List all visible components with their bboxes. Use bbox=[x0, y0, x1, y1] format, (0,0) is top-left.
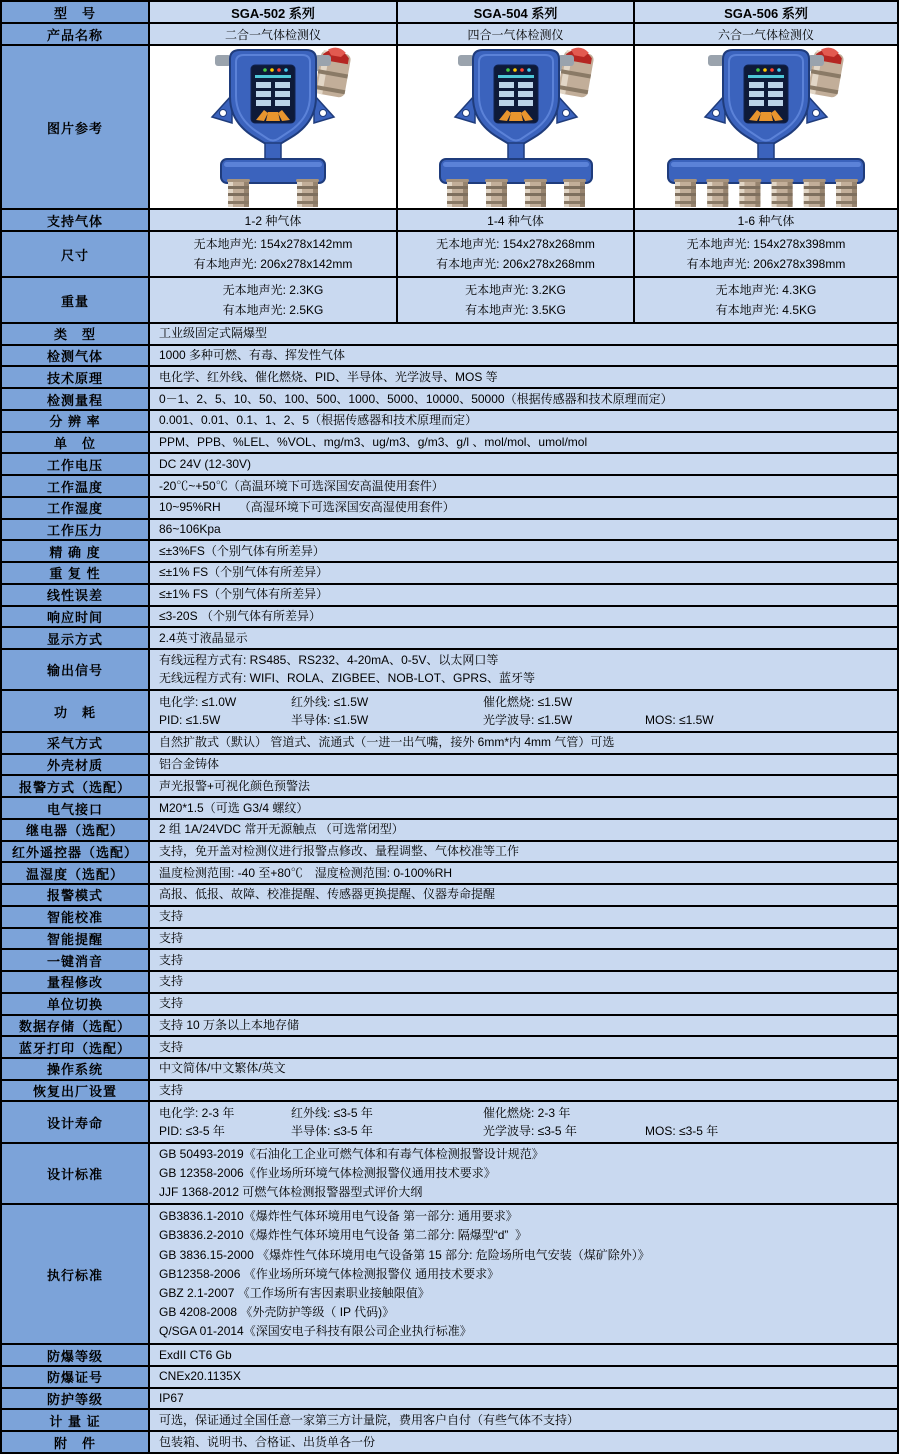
mounting-ear-left bbox=[212, 95, 232, 123]
spec-label: 线性误差 bbox=[2, 585, 150, 605]
spec-segment: 半导体: ≤3-5 年 bbox=[291, 1123, 373, 1138]
spec-label: 智能提醒 bbox=[2, 929, 150, 949]
spec-segment: MOS: ≤1.5W bbox=[645, 712, 714, 727]
spec-row-40 bbox=[2, 1410, 897, 1432]
row-label-gases: 支持气体 bbox=[2, 210, 150, 232]
spec-label: 分 辨 率 bbox=[2, 411, 150, 431]
product-image-cell-0 bbox=[150, 46, 398, 210]
spec-segment: 红外线: ≤3-5 年 bbox=[291, 1105, 373, 1120]
spec-value bbox=[150, 433, 897, 453]
spec-label: 防爆等级 bbox=[2, 1345, 150, 1365]
spec-label: 重 复 性 bbox=[2, 563, 150, 583]
spec-row-20 bbox=[2, 798, 897, 820]
mounting-ear-left bbox=[455, 95, 475, 123]
weight-line: 有本地声光: 4.5KG bbox=[715, 302, 817, 317]
spec-label: 蓝牙打印（选配） bbox=[2, 1037, 150, 1057]
spec-label: 工作湿度 bbox=[2, 498, 150, 518]
spec-label: 附 件 bbox=[2, 1432, 150, 1452]
spec-line: 有线远程方式有: RS485、RS232、4-20mA、0-5V、以太网口等 bbox=[159, 653, 499, 668]
spec-row-9 bbox=[2, 520, 897, 542]
spec-label: 量程修改 bbox=[2, 972, 150, 992]
spec-value bbox=[150, 994, 897, 1014]
row-label-weight: 重量 bbox=[2, 278, 150, 324]
spec-label: 设计寿命 bbox=[2, 1102, 150, 1141]
mounting-ear-right bbox=[314, 95, 334, 123]
dimensions-0 bbox=[150, 232, 398, 278]
gas-detector-graphic bbox=[403, 46, 629, 210]
spec-row-7 bbox=[2, 476, 897, 498]
spec-row-27 bbox=[2, 950, 897, 972]
spec-value bbox=[150, 863, 897, 883]
spec-row-15 bbox=[2, 650, 897, 691]
spec-label: 电气接口 bbox=[2, 798, 150, 818]
spec-line: M20*1.5（可选 G3/4 螺纹） bbox=[159, 800, 309, 815]
spec-line: IP67 bbox=[159, 1391, 184, 1406]
spec-value bbox=[150, 972, 897, 992]
spec-line: 86~106Kpa bbox=[159, 521, 221, 536]
dimension-line: 有本地声光: 206x278x142mm bbox=[193, 256, 353, 271]
spec-label: 继电器（选配） bbox=[2, 820, 150, 840]
spec-line: 自然扩散式（默认） 管道式、流通式（一进一出气嘴，接外 6mm*内 4mm 气管）可选 bbox=[159, 735, 615, 750]
spec-segment: MOS: ≤3-5 年 bbox=[645, 1123, 719, 1138]
product-image-cell-1 bbox=[398, 46, 635, 210]
dimension-line: 有本地声光: 206x278x398mm bbox=[686, 256, 846, 271]
spec-label: 报警模式 bbox=[2, 885, 150, 905]
spec-label: 检测量程 bbox=[2, 389, 150, 409]
spec-segment: 红外线: ≤1.5W bbox=[291, 694, 369, 709]
spec-value bbox=[150, 324, 897, 344]
spec-label: 类 型 bbox=[2, 324, 150, 344]
weight-0 bbox=[150, 278, 398, 324]
spec-label: 外壳材质 bbox=[2, 755, 150, 775]
spec-label: 一键消音 bbox=[2, 950, 150, 970]
spec-line: 无线远程方式有: WIFI、ROLA、ZIGBEE、NOB-LOT、GPRS、蓝牙等 bbox=[159, 671, 536, 686]
gases-0: 1-2 种气体 bbox=[150, 210, 398, 232]
spec-value bbox=[150, 842, 897, 862]
weight-line: 无本地声光: 2.3KG bbox=[222, 283, 324, 298]
sensor-cylinder bbox=[227, 179, 250, 207]
spec-segment: 电化学: 2-3 年 bbox=[159, 1105, 235, 1120]
spec-label: 报警方式（选配） bbox=[2, 776, 150, 796]
spec-line: 支持 bbox=[159, 952, 184, 967]
spec-segment: 催化燃烧: ≤1.5W bbox=[483, 694, 573, 709]
dimension-line: 无本地声光: 154x278x142mm bbox=[193, 237, 353, 252]
spec-value bbox=[150, 607, 897, 627]
spec-line: 1000 多种可燃、有毒、挥发性气体 bbox=[159, 348, 346, 363]
spec-line: GBZ 2.1-2007 《工作场所有害因素职业接触限值》 bbox=[159, 1285, 430, 1300]
spec-label: 工作压力 bbox=[2, 520, 150, 540]
spec-line: ≤3-20S （个别气体有所差异） bbox=[159, 608, 321, 623]
spec-line: 2 组 1A/24VDC 常开无源触点 （可选常闭型） bbox=[159, 822, 404, 837]
spec-row-6 bbox=[2, 454, 897, 476]
spec-line: ≤±1% FS（个别气体有所差异） bbox=[159, 565, 329, 580]
product-name-0: 二合一气体检测仪 bbox=[150, 24, 398, 46]
spec-value bbox=[150, 1081, 897, 1101]
spec-line: CNEx20.1135X bbox=[159, 1369, 241, 1384]
spec-segment: 光学波导: ≤3-5 年 bbox=[483, 1123, 577, 1138]
spec-label: 防爆证号 bbox=[2, 1367, 150, 1387]
spec-line: 支持 bbox=[159, 1083, 184, 1098]
gas-detector-image-4-sensor bbox=[398, 46, 633, 208]
spec-line: 支持 bbox=[159, 930, 184, 945]
sensor-cylinder bbox=[296, 179, 319, 207]
spec-value bbox=[150, 1016, 897, 1036]
product-name-2: 六合一气体检测仪 bbox=[635, 24, 897, 46]
dimension-line: 无本地声光: 154x278x398mm bbox=[686, 237, 846, 252]
spec-value bbox=[150, 1432, 897, 1452]
spec-row-38 bbox=[2, 1367, 897, 1389]
sensor-cylinder bbox=[674, 179, 697, 207]
spec-line: 支持，免开盖对检测仪进行报警点修改、量程调整、气体校准等工作 bbox=[159, 843, 520, 858]
sensor-cylinder bbox=[485, 179, 508, 207]
spec-label: 操作系统 bbox=[2, 1059, 150, 1079]
spec-row-14 bbox=[2, 628, 897, 650]
weight-line: 有本地声光: 3.5KG bbox=[465, 302, 566, 317]
spec-label: 采气方式 bbox=[2, 733, 150, 753]
spec-line: 0－1、2、5、10、50、100、500、1000、5000、10000、50000（根据传感器和技术原理而定） bbox=[159, 391, 673, 406]
gases-2: 1-6 种气体 bbox=[635, 210, 897, 232]
gas-detector-graphic bbox=[653, 46, 879, 210]
spec-row-35 bbox=[2, 1144, 897, 1205]
spec-row-34 bbox=[2, 1102, 897, 1143]
spec-label: 恢复出厂设置 bbox=[2, 1081, 150, 1101]
spec-value bbox=[150, 628, 897, 648]
spec-row-30 bbox=[2, 1016, 897, 1038]
spec-segment: 电化学: ≤1.0W bbox=[159, 694, 237, 709]
side-bolt-left bbox=[458, 55, 474, 66]
spec-line: -20℃~+50℃（高温环境下可选深国安高温使用套件） bbox=[159, 478, 444, 493]
spec-row-33 bbox=[2, 1081, 897, 1103]
dimensions-2 bbox=[635, 232, 897, 278]
spec-line: ≤±1% FS（个别气体有所差异） bbox=[159, 587, 329, 602]
spec-line: 铝合金铸体 bbox=[159, 757, 220, 772]
spec-value bbox=[150, 1410, 897, 1430]
spec-line: 支持 bbox=[159, 909, 184, 924]
spec-row-36 bbox=[2, 1205, 897, 1345]
spec-label: 单位切换 bbox=[2, 994, 150, 1014]
spec-row-5 bbox=[2, 433, 897, 455]
model-name-sga-504: SGA-504 系列 bbox=[398, 2, 635, 24]
spec-value bbox=[150, 885, 897, 905]
spec-label: 显示方式 bbox=[2, 628, 150, 648]
spec-rows-section bbox=[2, 324, 897, 1452]
spec-line: 声光报警+可视化颜色预警法 bbox=[159, 778, 311, 793]
spec-row-3 bbox=[2, 389, 897, 411]
spec-line: 温度检测范围: -40 至+80℃ 湿度检测范围: 0-100%RH bbox=[159, 865, 453, 880]
sensor-cylinder bbox=[524, 179, 547, 207]
spec-label: 红外遥控器（选配） bbox=[2, 842, 150, 862]
spec-label: 计 量 证 bbox=[2, 1410, 150, 1430]
spec-value bbox=[150, 1144, 897, 1203]
side-bolt-right bbox=[558, 55, 574, 66]
spec-value bbox=[150, 367, 897, 387]
spec-value bbox=[150, 346, 897, 366]
spec-row-12 bbox=[2, 585, 897, 607]
spec-value bbox=[150, 1059, 897, 1079]
sensor-cylinder bbox=[771, 179, 794, 207]
spec-value bbox=[150, 541, 897, 561]
mounting-ear-right bbox=[807, 95, 827, 123]
spec-value bbox=[150, 776, 897, 796]
spec-line: 支持 bbox=[159, 1039, 184, 1054]
weight-1 bbox=[398, 278, 635, 324]
spec-row-4 bbox=[2, 411, 897, 433]
spec-label: 输出信号 bbox=[2, 650, 150, 689]
weight-2 bbox=[635, 278, 897, 324]
spec-value bbox=[150, 907, 897, 927]
spec-value bbox=[150, 454, 897, 474]
weight-line: 有本地声光: 2.5KG bbox=[222, 302, 324, 317]
spec-row-32 bbox=[2, 1059, 897, 1081]
spec-row-10 bbox=[2, 541, 897, 563]
spec-label: 功 耗 bbox=[2, 691, 150, 730]
model-name-sga-506: SGA-506 系列 bbox=[635, 2, 897, 24]
spec-value bbox=[150, 520, 897, 540]
spec-value bbox=[150, 1102, 897, 1141]
spec-row-21 bbox=[2, 820, 897, 842]
spec-row-18 bbox=[2, 755, 897, 777]
spec-row-16 bbox=[2, 691, 897, 732]
spec-line: 中文简体/中文繁体/英文 bbox=[159, 1061, 286, 1076]
side-bolt-left bbox=[215, 55, 231, 66]
spec-segment: PID: ≤1.5W bbox=[159, 712, 221, 727]
spec-value bbox=[150, 563, 897, 583]
spec-line: 10~95%RH （高湿环境下可选深国安高湿使用套件） bbox=[159, 500, 455, 515]
spec-value bbox=[150, 820, 897, 840]
spec-line: DC 24V (12-30V) bbox=[159, 456, 252, 471]
spec-row-29 bbox=[2, 994, 897, 1016]
spec-value bbox=[150, 585, 897, 605]
spec-line: GB3836.2-2010《爆炸性气体环境用电气设备 第二部分: 隔爆型“d” 》 bbox=[159, 1228, 528, 1243]
spec-line: 支持 bbox=[159, 974, 184, 989]
spec-line: GB 12358-2006《作业场所环境气体检测报警仪通用技术要求》 bbox=[159, 1166, 496, 1180]
spec-value bbox=[150, 798, 897, 818]
spec-line: GB3836.1-2010《爆炸性气体环境用电气设备 第一部分: 通用要求》 bbox=[159, 1209, 518, 1224]
spec-label: 精 确 度 bbox=[2, 541, 150, 561]
spec-label: 设计标准 bbox=[2, 1144, 150, 1203]
spec-line: 高报、低报、故障、校准提醒、传感器更换提醒、仪器寿命提醒 bbox=[159, 887, 496, 902]
spec-row-39 bbox=[2, 1389, 897, 1411]
spec-label: 工作电压 bbox=[2, 454, 150, 474]
spec-line: 支持 bbox=[159, 996, 184, 1011]
spec-label: 温湿度（选配） bbox=[2, 863, 150, 883]
row-label-model: 型 号 bbox=[2, 2, 150, 24]
spec-value bbox=[150, 1037, 897, 1057]
spec-value bbox=[150, 929, 897, 949]
spec-line: PPM、PPB、%LEL、%VOL、mg/m3、ug/m3、g/m3、g/l 、mol/mol、umol/mol bbox=[159, 435, 588, 450]
spec-value bbox=[150, 1389, 897, 1409]
sensor-cylinder bbox=[706, 179, 729, 207]
spec-value bbox=[150, 950, 897, 970]
spec-row-25 bbox=[2, 907, 897, 929]
spec-row-23 bbox=[2, 863, 897, 885]
spec-row-13 bbox=[2, 607, 897, 629]
spec-value bbox=[150, 650, 897, 689]
spec-value bbox=[150, 755, 897, 775]
sensor-cylinder bbox=[446, 179, 469, 207]
spec-value bbox=[150, 389, 897, 409]
spec-line: 2.4英寸液晶显示 bbox=[159, 630, 248, 645]
spec-row-22 bbox=[2, 842, 897, 864]
spec-value bbox=[150, 498, 897, 518]
spec-value bbox=[150, 1205, 897, 1343]
product-image-cell-2 bbox=[635, 46, 897, 210]
spec-line: GB 4208-2008 《外壳防护等级（ IP 代码)》 bbox=[159, 1304, 395, 1319]
weight-line: 无本地声光: 3.2KG bbox=[465, 283, 566, 298]
spec-row-0 bbox=[2, 324, 897, 346]
sensor-cylinder bbox=[563, 179, 586, 207]
dimensions-1 bbox=[398, 232, 635, 278]
sensor-cylinder bbox=[835, 179, 858, 207]
gas-detector-graphic bbox=[160, 46, 386, 210]
spec-row-26 bbox=[2, 929, 897, 951]
spec-line: 工业级固定式隔爆型 bbox=[159, 326, 268, 341]
side-bolt-right bbox=[315, 55, 331, 66]
spec-label: 单 位 bbox=[2, 433, 150, 453]
spec-row-2 bbox=[2, 367, 897, 389]
spec-segment: 半导体: ≤1.5W bbox=[291, 712, 369, 727]
model-name-sga-502: SGA-502 系列 bbox=[150, 2, 398, 24]
row-label-dimensions: 尺寸 bbox=[2, 232, 150, 278]
spec-row-11 bbox=[2, 563, 897, 585]
spec-row-41 bbox=[2, 1432, 897, 1452]
spec-value bbox=[150, 691, 897, 730]
spec-line: ExdII CT6 Gb bbox=[159, 1347, 232, 1362]
spec-label: 智能校准 bbox=[2, 907, 150, 927]
spec-label: 检测气体 bbox=[2, 346, 150, 366]
sensor-cylinder bbox=[803, 179, 826, 207]
spec-line: GB 3836.15-2000 《爆炸性气体环境用电气设备第 15 部分: 危险场所电气安装（煤矿除外）》 bbox=[159, 1247, 650, 1262]
spec-segment: PID: ≤3-5 年 bbox=[159, 1123, 225, 1138]
sensor-cylinder bbox=[738, 179, 761, 207]
spec-row-19 bbox=[2, 776, 897, 798]
spec-label: 防护等级 bbox=[2, 1389, 150, 1409]
weight-line: 无本地声光: 4.3KG bbox=[715, 283, 817, 298]
spec-row-1 bbox=[2, 346, 897, 368]
spec-line: Q/SGA 01-2014《深国安电子科技有限公司企业执行标准》 bbox=[159, 1324, 472, 1339]
spec-line: GB 50493-2019《石油化工企业可燃气体和有毒气体检测报警设计规范》 bbox=[159, 1147, 544, 1162]
spec-label: 执行标准 bbox=[2, 1205, 150, 1343]
spec-value bbox=[150, 476, 897, 496]
spec-value bbox=[150, 411, 897, 431]
spec-row-28 bbox=[2, 972, 897, 994]
mounting-ear-right bbox=[557, 95, 577, 123]
spec-line: GB12358-2006 《作业场所环境气体检测报警仪 通用技术要求》 bbox=[159, 1266, 500, 1281]
spec-row-31 bbox=[2, 1037, 897, 1059]
row-label-product-name: 产品名称 bbox=[2, 24, 150, 46]
side-bolt-left bbox=[708, 55, 724, 66]
side-bolt-right bbox=[808, 55, 824, 66]
spec-line: 0.001、0.01、0.1、1、2、5（根据传感器和技术原理而定） bbox=[159, 413, 478, 428]
spec-line: 包装箱、说明书、合格证、出货单各一份 bbox=[159, 1434, 376, 1449]
dimension-line: 有本地声光: 206x278x268mm bbox=[436, 256, 595, 271]
spec-value bbox=[150, 1367, 897, 1387]
product-name-1: 四合一气体检测仪 bbox=[398, 24, 635, 46]
spec-row-24 bbox=[2, 885, 897, 907]
gas-detector-image-2-sensor bbox=[150, 46, 396, 208]
spec-line: 支持 10 万条以上本地存储 bbox=[159, 1017, 300, 1032]
spec-segment: 光学波导: ≤1.5W bbox=[483, 712, 573, 727]
spec-label: 技术原理 bbox=[2, 367, 150, 387]
spec-value bbox=[150, 733, 897, 753]
spec-row-37 bbox=[2, 1345, 897, 1367]
dimension-line: 无本地声光: 154x278x268mm bbox=[436, 237, 595, 252]
spec-line: 电化学、红外线、催化燃烧、PID、半导体、光学波导、MOS 等 bbox=[159, 369, 498, 384]
mounting-ear-left bbox=[705, 95, 725, 123]
spec-row-17 bbox=[2, 733, 897, 755]
spec-row-8 bbox=[2, 498, 897, 520]
gases-1: 1-4 种气体 bbox=[398, 210, 635, 232]
spec-value bbox=[150, 1345, 897, 1365]
gas-detector-image-6-sensor bbox=[635, 46, 897, 208]
spec-label: 数据存储（选配） bbox=[2, 1016, 150, 1036]
spec-line: JJF 1368-2012 可燃气体检测报警器型式评价大纲 bbox=[159, 1184, 423, 1199]
spec-line: 可选，保证通过全国任意一家第三方计量院，费用客户自付（有些气体不支持） bbox=[159, 1412, 580, 1427]
spec-label: 响应时间 bbox=[2, 607, 150, 627]
spec-line: ≤±3%FS（个别气体有所差异） bbox=[159, 543, 325, 558]
model-comparison-section bbox=[2, 2, 897, 324]
row-label-image: 图片参考 bbox=[2, 46, 150, 210]
spec-segment: 催化燃烧: 2-3 年 bbox=[483, 1105, 571, 1120]
spec-label: 工作温度 bbox=[2, 476, 150, 496]
